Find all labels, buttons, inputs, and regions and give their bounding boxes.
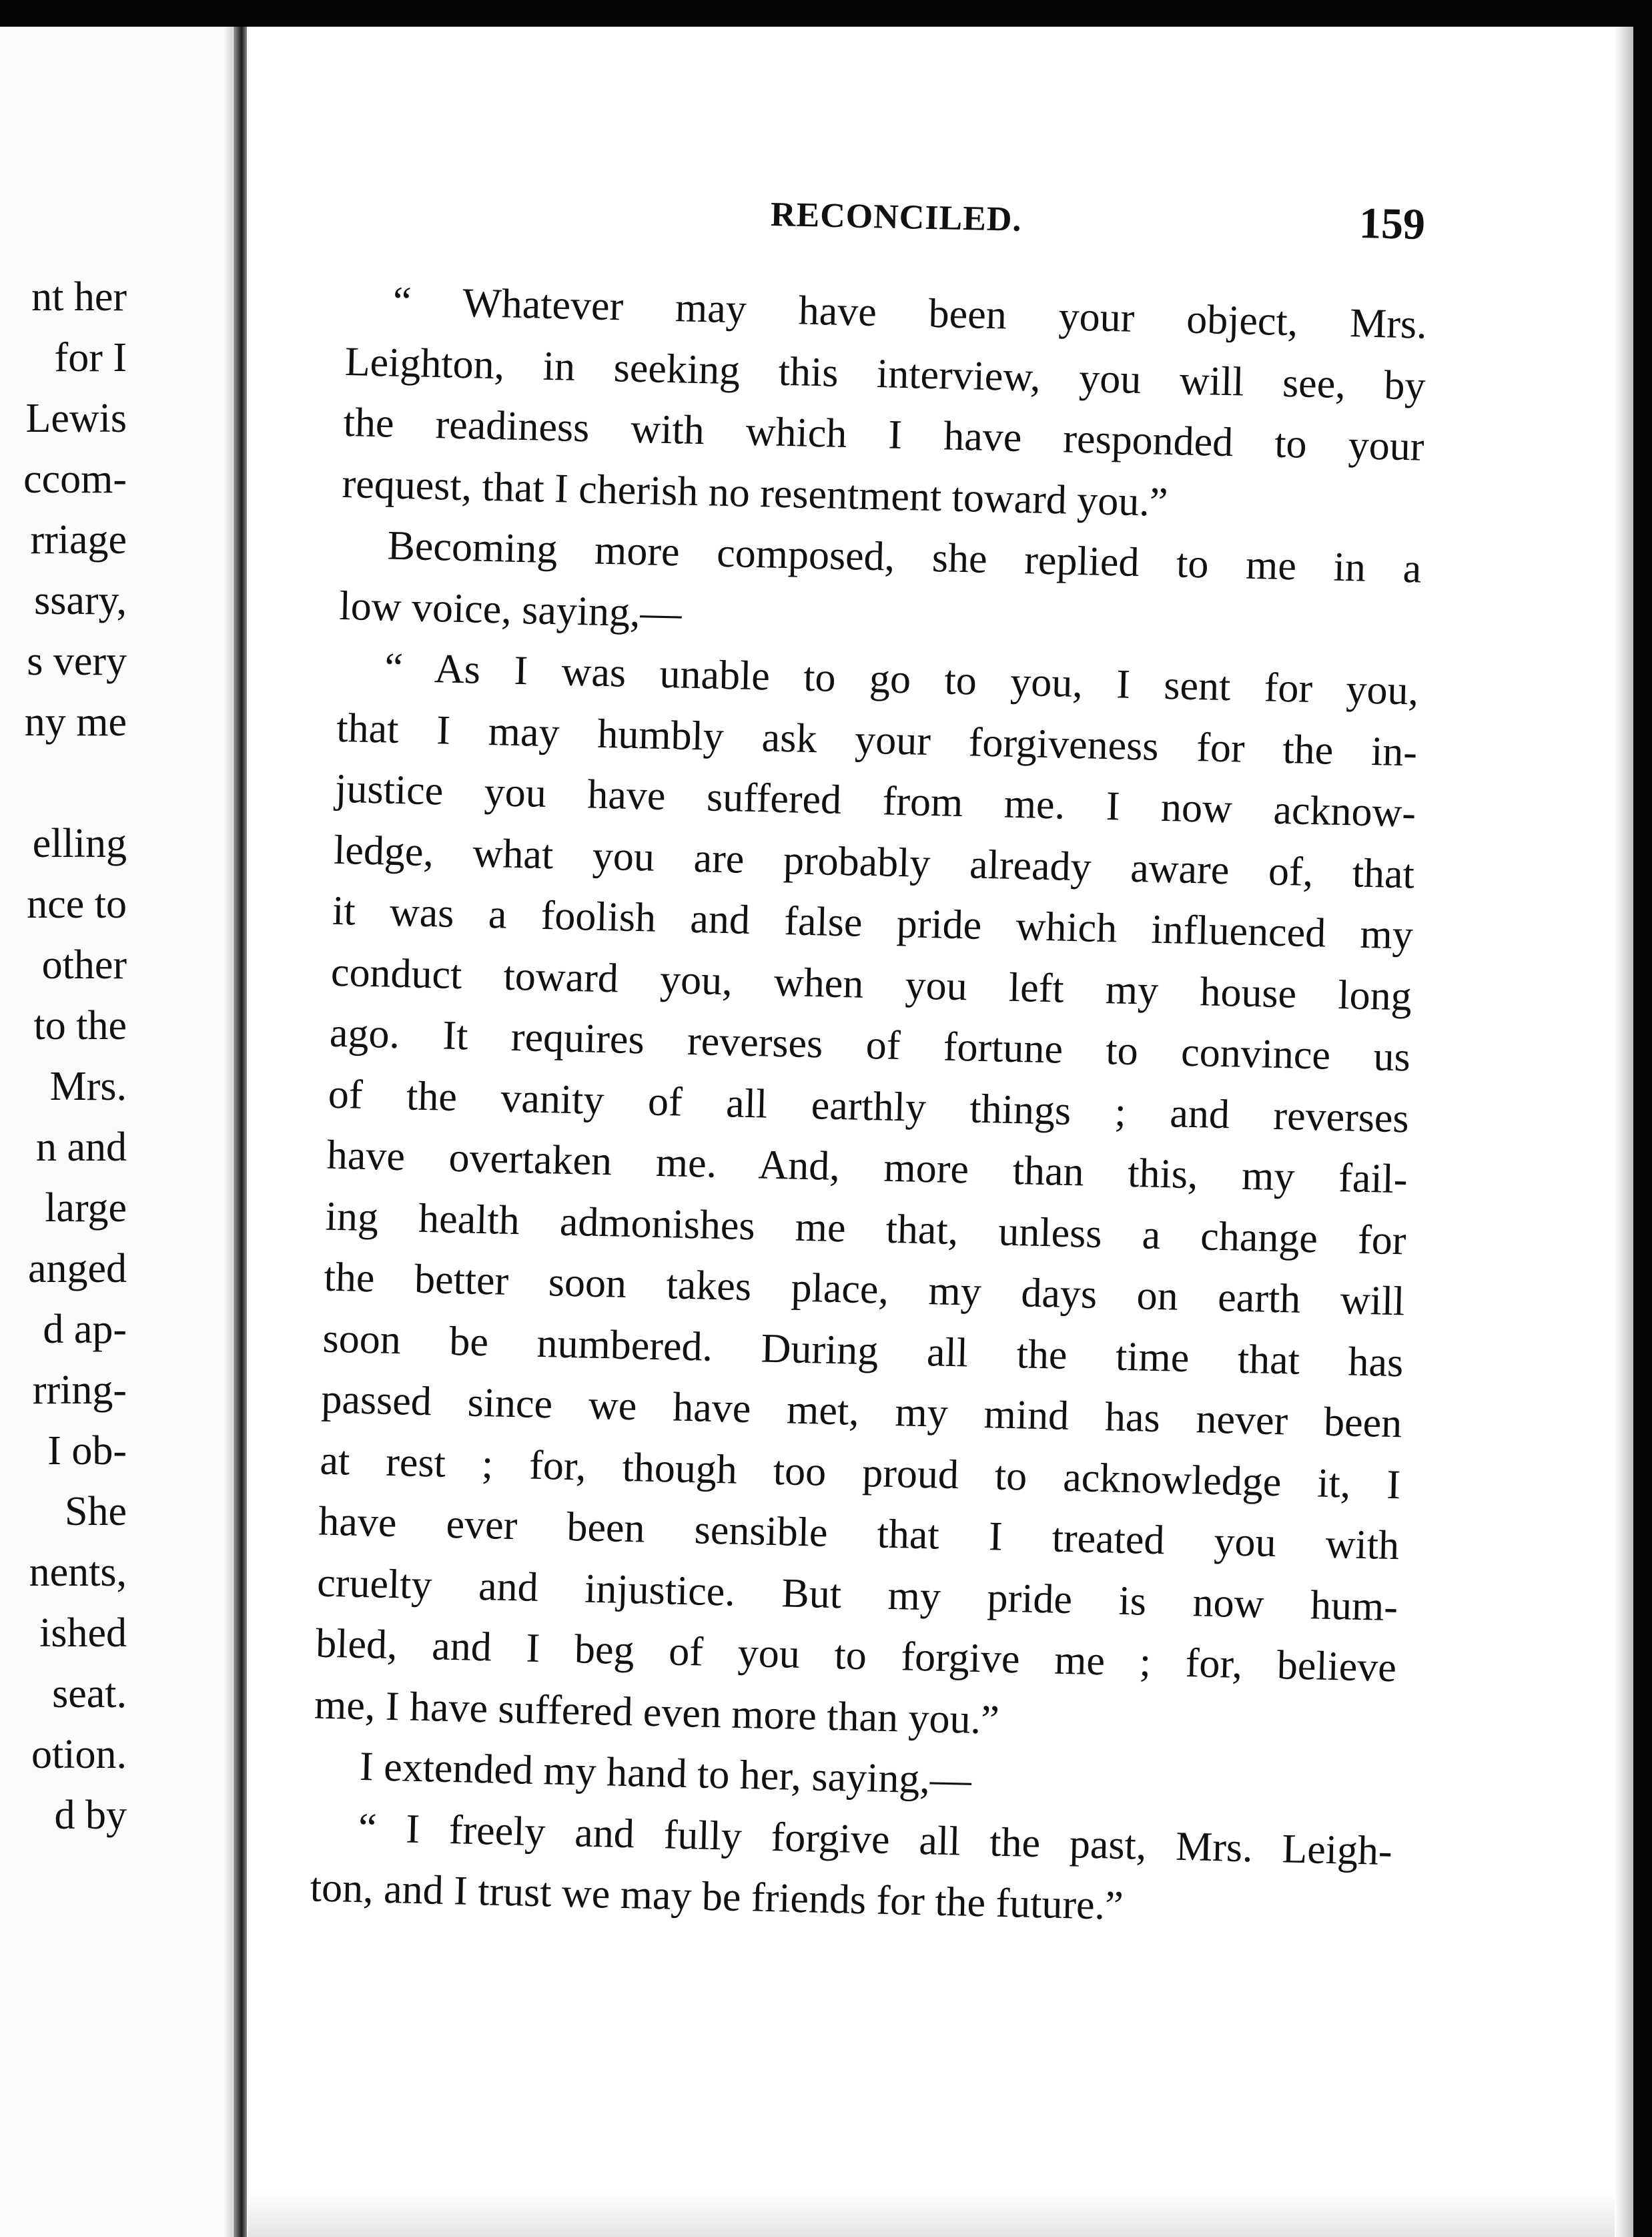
body-text	[310, 270, 1428, 1943]
text-line: Becoming more composed, she replied to me in a	[386, 523, 1422, 592]
text-line: ago. It requires reverses of fortune to convince us	[329, 1010, 1411, 1080]
text-line: I extended my hand to her, saying,—	[359, 1744, 972, 1803]
text-line: have overtaken me. And, more than this, my fail-	[326, 1132, 1408, 1203]
facing-line: I ob-	[47, 1428, 127, 1474]
facing-line: anged	[27, 1246, 127, 1291]
text-line: Leighton, in seeking this interview, you will see, by	[344, 338, 1426, 409]
scan-border-right	[1633, 0, 1652, 2237]
text-line: ledge, what you are probably already aware of, that	[333, 827, 1415, 898]
facing-line: nt her	[31, 274, 127, 320]
facing-line: She	[65, 1489, 127, 1534]
facing-line: ccom-	[23, 456, 127, 502]
text-line: request, that I cherish no resentment toward you.”	[341, 460, 1169, 525]
text-line: of the vanity of all earthly things ; and reverses	[328, 1071, 1410, 1141]
text-line: the readiness with which I have responded to your	[343, 399, 1425, 470]
facing-line: Mrs.	[49, 1064, 127, 1109]
text-line: conduct toward you, when you left my house long	[330, 949, 1412, 1019]
facing-line: large	[45, 1185, 127, 1231]
facing-line	[0, 753, 127, 814]
facing-line: d ap-	[43, 1307, 127, 1352]
facing-line: nents,	[29, 1550, 127, 1595]
facing-line: ny me	[24, 699, 127, 745]
facing-line: d by	[54, 1793, 127, 1838]
facing-page	[0, 27, 234, 2237]
facing-line: other	[41, 942, 127, 988]
facing-page-text	[0, 267, 127, 1846]
text-line: soon be numbered. During all the time that has	[322, 1315, 1404, 1385]
facing-line: seat.	[52, 1671, 127, 1716]
facing-line: rring-	[32, 1367, 127, 1413]
facing-line: ssary,	[34, 578, 127, 623]
text-line: cruelty and injustice. But my pride is now hum-	[316, 1560, 1398, 1630]
text-line: justice you have suffered from me. I now acknow-	[334, 765, 1416, 836]
facing-line: nce to	[27, 882, 127, 927]
facing-page-edge	[224, 27, 233, 2237]
facing-line: s very	[27, 639, 127, 684]
facing-line: to the	[33, 1003, 127, 1048]
text-line: that I may humbly ask your forgiveness for the in-	[336, 705, 1418, 775]
text-line: passed since we have met, my mind has never been	[320, 1376, 1402, 1447]
text-line: “ Whatever may have been your object, Mrs.	[392, 278, 1428, 348]
text-line: me, I have suffered even more than you.”	[314, 1681, 1000, 1743]
facing-line: ished	[39, 1610, 127, 1656]
text-line: ing health admonishes me that, unless a change for	[325, 1193, 1407, 1263]
page-bottom-edge	[248, 2192, 1633, 2237]
facing-line: Lewis	[25, 396, 127, 441]
page-number: 159	[1358, 198, 1426, 250]
facing-line: n and	[35, 1125, 127, 1170]
scan-border-top	[0, 0, 1652, 27]
text-line: bled, and I beg of you to forgive me ; for, believe	[315, 1620, 1397, 1691]
facing-line: elling	[32, 821, 127, 866]
text-line: it was a foolish and false pride which influenced my	[332, 888, 1414, 958]
facing-line: rriage	[30, 517, 127, 563]
text-line: “ I freely and fully forgive all the past, Mrs. Leigh-	[358, 1805, 1393, 1874]
facing-line: for I	[54, 335, 127, 380]
text-line: at rest ; for, though too proud to acknowledge it, I	[319, 1437, 1401, 1508]
text-line: low voice, saying,—	[338, 583, 683, 637]
text-line: “ As I was unable to go to you, I sent for you,	[384, 645, 1419, 714]
facing-line: otion.	[31, 1732, 127, 1777]
text-line: the better soon takes place, my days on earth will	[323, 1254, 1406, 1325]
book-gutter	[234, 27, 247, 2237]
text-line: ton, and I trust we may be friends for the future.”	[310, 1865, 1124, 1929]
running-head: RECONCILED.	[770, 196, 1023, 239]
page-right-edge	[1615, 27, 1633, 2237]
text-line: have ever been sensible that I treated you with	[318, 1498, 1400, 1569]
